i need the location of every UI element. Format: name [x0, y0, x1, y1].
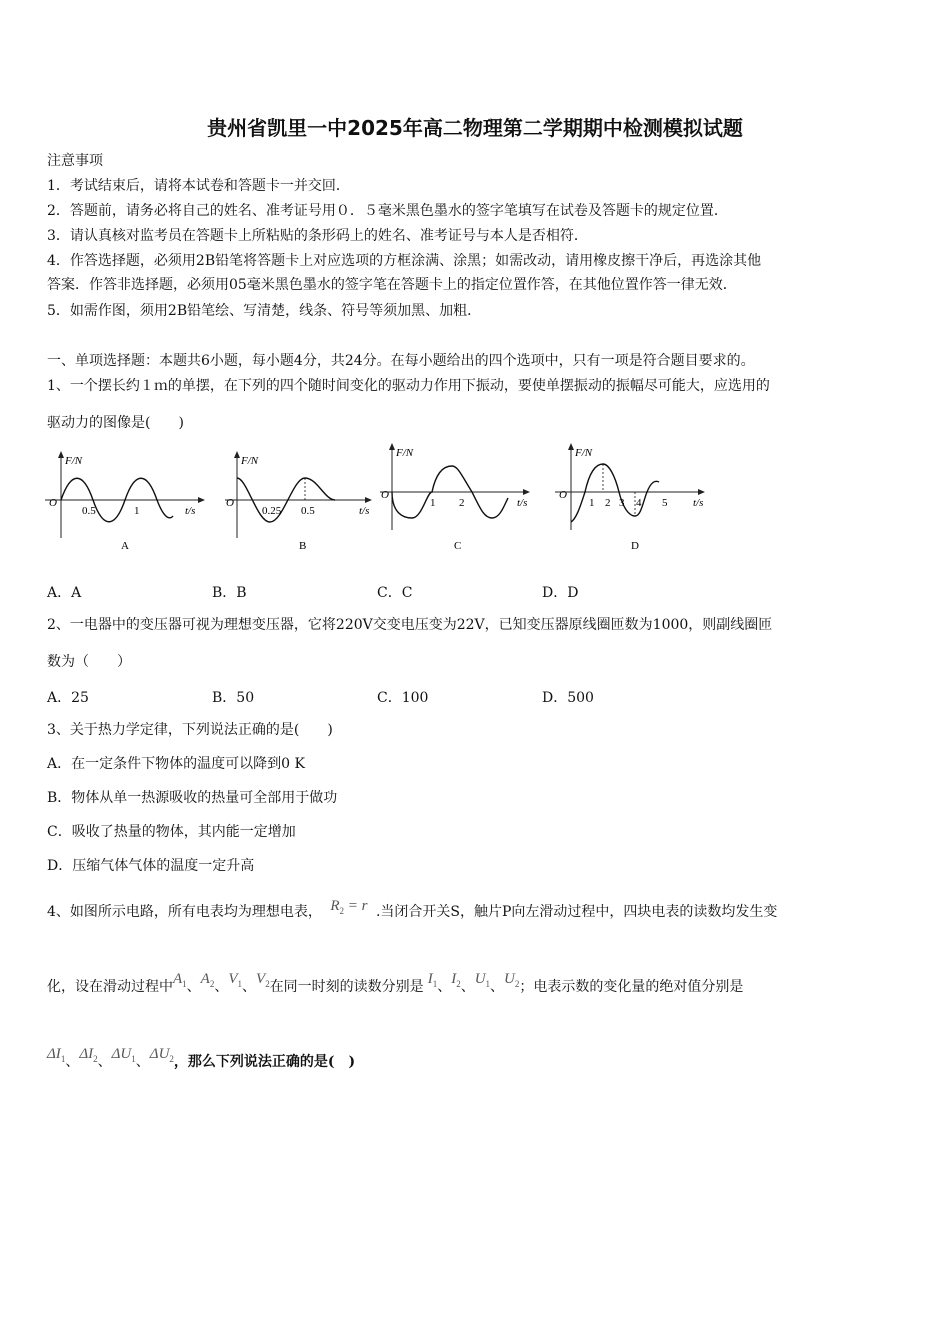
meter-a2: $A_2$ [200, 971, 215, 989]
graph-b-tick: 0.5 [301, 505, 315, 517]
graph-a-tick: 0.5 [82, 505, 96, 517]
graph-b-xlabel: t/s [359, 505, 370, 517]
reading-i1: $I_1$ [427, 971, 438, 989]
delta-u2: $\Delta U_2$ [149, 1046, 174, 1064]
graph-c-tick: 2 [459, 497, 465, 509]
graph-c-xlabel: t/s [517, 497, 528, 509]
delta-i1: $\Delta I_1$ [47, 1046, 66, 1064]
q4-line1 [47, 898, 778, 926]
graph-a-tick: 1 [134, 505, 140, 517]
q4-text: 在同一时刻的读数分别是 [269, 979, 424, 995]
notice-item: 2．答题前，请务必将自己的姓名、准考证号用０．５毫米黑色墨水的签字笔填写在试卷及答题卡的规定位置． [47, 203, 728, 219]
graph-c-caption: C [454, 540, 462, 552]
graph-b-caption: B [299, 540, 307, 552]
notice-item: 答案．作答非选择题，必须用05毫米黑色墨水的签字笔在答题卡上的指定位置作答，在其他位置作答一律无效． [47, 277, 737, 293]
q3-option-d: D．压缩气体气体的温度一定升高 [47, 858, 255, 874]
q1-option-a: A．A [47, 585, 82, 601]
graph-b-origin: O [226, 497, 234, 509]
notice-item: 5．如需作图，须用2B铅笔绘、写清楚，线条、符号等须加黑、加粗． [47, 303, 482, 319]
notice-heading: 注意事项 [47, 153, 103, 169]
q2-option-d: D．500 [542, 690, 594, 706]
reading-u2: $U_2$ [504, 971, 520, 989]
graph-d-tick: 3 [619, 497, 625, 509]
graph-a-xlabel: t/s [185, 505, 196, 517]
graph-d-tick: 4 [636, 497, 642, 509]
graph-d-caption: D [631, 540, 639, 552]
graph-d [555, 442, 725, 552]
reading-u1: $U_1$ [474, 971, 491, 989]
delta-i2: $\Delta I_2$ [79, 1046, 98, 1064]
q4-text: ，那么下列说法正确的是( ) [173, 1054, 356, 1070]
q3-option-c: C．吸收了热量的物体，其内能一定增加 [47, 824, 296, 840]
meter-v1: $V_1$ [228, 971, 243, 989]
q1-option-c: C．C [377, 585, 413, 601]
graph-b [225, 450, 395, 560]
reading-i2: $I_2$ [451, 971, 461, 989]
q1-option-d: D．D [542, 585, 579, 601]
q2-option-a: A．25 [47, 690, 89, 706]
graph-d-tick: 1 [589, 497, 595, 509]
graph-d-origin: O [559, 489, 567, 501]
q2-option-b: B．50 [212, 690, 255, 706]
graph-d-ylabel: F/N [575, 447, 593, 459]
notice-item: 1．考试结束后，请将本试卷和答题卡一并交回． [47, 178, 350, 194]
q4-line3: $\Delta I_1$、$\Delta I_2$、$\Delta U_1$、$\Delta U_2$，那么下列说法正确的是( ) [47, 1046, 356, 1070]
graph-d-tick: 5 [662, 497, 668, 509]
graph-a-origin: O [49, 497, 57, 509]
q3-option-a: A．在一定条件下物体的温度可以降到0 K [47, 756, 305, 772]
q1-option-b: B．B [212, 585, 247, 601]
q2-option-c: C．100 [377, 690, 429, 706]
section-heading: 一、单项选择题：本题共6小题，每小题4分，共24分。在每小题给出的四个选项中，只有一项是符合题目要求的。 [47, 353, 755, 369]
delta-u1: $\Delta U_1$ [111, 1046, 136, 1064]
q3-stem: 3、关于热力学定律，下列说法正确的是( ) [47, 722, 333, 738]
q4-text: .当闭合开关S，触片P向左滑动过程中，四块电表的读数均发生变 [375, 904, 778, 920]
q4-text: 4、如图所示电路，所有电表均为理想电表， [47, 904, 322, 920]
graph-c-tick: 1 [430, 497, 436, 509]
q1-stem: 驱动力的图像是( ) [47, 415, 184, 431]
q4-text: ；电表示数的变化量的绝对值分别是 [519, 979, 744, 995]
q1-stem: 1、一个摆长约１ｍ的单摆，在下列的四个随时间变化的驱动力作用下振动，要使单摆振动的振幅尽可能大，应选用的 [47, 378, 770, 394]
notice-item: 4．作答选择题，必须用2B铅笔将答题卡上对应选项的方框涂满、涂黑；如需改动，请用橡皮擦干净后，再选涂其他 [47, 253, 762, 269]
graph-d-xlabel: t/s [693, 497, 704, 509]
graph-a [45, 450, 215, 560]
q3-option-b: B．物体从单一热源吸收的热量可全部用于做功 [47, 790, 338, 806]
meter-a1: $A_1$ [173, 971, 187, 989]
r2-equals-r-formula: $R_2 = r$ [330, 898, 368, 916]
graph-b-ylabel: F/N [241, 455, 259, 467]
q4-text: 化，设在滑动过程中 [47, 979, 173, 995]
graph-a-caption: A [121, 540, 129, 552]
graph-b-tick: 0.25 [262, 505, 282, 517]
graph-c [380, 442, 550, 552]
graph-c-ylabel: F/N [396, 447, 414, 459]
q2-stem: 数为（ ） [47, 654, 131, 670]
meter-v2: $V_2$ [256, 971, 270, 989]
q4-line2: 化，设在滑动过程中$A_1$、$A_2$、$V_1$、$V_2$在同一时刻的读数分别是 $I_1$、$I_2$、$U_1$、$U_2$；电表示数的变化量的绝对值分别是 [47, 971, 744, 995]
graph-d-tick: 2 [605, 497, 611, 509]
q2-stem: 2、一电器中的变压器可视为理想变压器，它将220V交变电压变为22V，已知变压器原线圈匝数为1000，则副线圈匝 [47, 617, 773, 633]
notice-item: 3．请认真核对监考员在答题卡上所粘贴的条形码上的姓名、准考证号与本人是否相符． [47, 228, 588, 244]
page-title: 贵州省凯里一中2025年高二物理第二学期期中检测模拟试题 [207, 116, 743, 140]
graph-a-ylabel: F/N [65, 455, 83, 467]
graph-c-origin: O [381, 489, 389, 501]
